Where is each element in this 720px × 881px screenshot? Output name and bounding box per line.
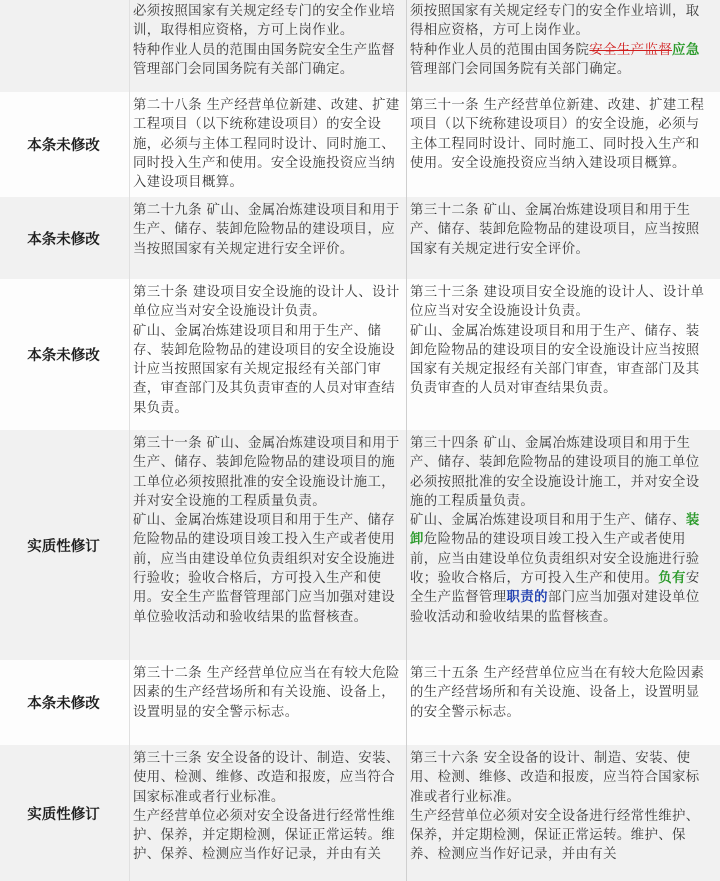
clause-text-segment: 部门应当加强对建设单位验收活动和验收结果的监督核查。 <box>410 590 700 625</box>
revision-mark-add-blue: 职责的 <box>506 589 548 606</box>
row-status-label: 本条未修改 <box>27 231 100 248</box>
new-clause-text <box>410 197 710 279</box>
old-clause-text: 第二十九条 矿山、金属冶炼建设项目和用于生产、储存、装卸危险物品的建设项目，应当按照国家有关规定进行安全评价。 <box>133 203 400 257</box>
clause-text-segment: 第三十二条 矿山、金属冶炼建设项目和用于生产、储存、装卸危险物品的建设项目，应当按照国家有关规定进行安全评价。 <box>410 203 700 257</box>
clause-text-segment: 第三十一条 生产经营单位新建、改建、扩建工程项目（以下统称建设项目）的安全设施，必须与主体工程同时设计、同时施工、同时投入生产和使用。安全设施投资应当纳入建设项目概算。 <box>410 98 705 171</box>
table-row <box>0 0 720 93</box>
table-row <box>0 660 720 746</box>
old-clause-text: 第三十一条 矿山、金属冶炼建设项目和用于生产、储存、装卸危险物品的建设项目的施工单位必须按照批准的安全设施设计施工，并对安全设施的工程质量负责。 矿山、金属冶炼建设项目和用于生产、储存危险物品的建设项目竣工投入生产或者使用前，应当由建设单位负责组织对安全设施进行验收；验收合格后，方可投入生产和使用。安全生产监督管理部门应当加强对建设单位验收活动和验收结果的监督核查。 <box>133 436 400 625</box>
clause-text-segment: 第三十三条 建设项目安全设施的设计人、设计单位应当对安全设施设计负责。 矿山、金属冶炼建设项目和用于生产、储存、装卸危险物品的建设项目的安全设施设计应当按照国家有关规定报经有关部门审查，审查部门及其负责审查的人员对审查结果负责。 <box>410 285 705 397</box>
clause-text-segment: 管理部门会同国务院有关部门确定。 <box>410 61 631 77</box>
old-clause-text: 第三十条 建设项目安全设施的设计人、设计单位应当对安全设施设计负责。 矿山、金属冶炼建设项目和用于生产、储存、装卸危险物品的建设项目的安全设施设计应当按照国家有关规定报经有关部门审查，审查部门及其负责审查的人员对审查结果负责。 <box>133 285 400 416</box>
revision-mark-add-green: 负有 <box>658 570 686 587</box>
revision-mark-add-green: 应急 <box>672 41 700 58</box>
clause-text-segment: 危险物品的建设项目竣工投入生产或者使用前，应当由建设单位负责组织对安全设施进行验收；验收合格后，方可投入生产和使用。 <box>410 532 700 587</box>
new-clause-text <box>410 430 710 660</box>
revision-mark-del: 安全生产监督 <box>589 42 673 58</box>
row-status-label: 实质性修订 <box>27 538 100 555</box>
clause-text-segment: 第三十四条 矿山、金属冶炼建设项目和用于生产、储存、装卸危险物品的建设项目的施工单位必须按照批准的安全设施设计施工，并对安全设施的工程质量负责。 矿山、金属冶炼建设项目和用于生产、储存、 <box>410 436 700 529</box>
old-clause-text: 第三十三条 安全设备的设计、制造、安装、使用、检测、维修、改造和报废，应当符合国家标准或者行业标准。 生产经营单位必须对安全设备进行经常性维护、保养，并定期检测，保证正常运转。维护、保养、检测应当作好记录，并由有关 <box>133 751 400 863</box>
clause-text-segment: 第三十六条 安全设备的设计、制造、安装、使用、检测、维修、改造和报废，应当符合国家标准或者行业标准。 生产经营单位必须对安全设备进行经常性维护、保养，并定期检测，保证正常运转。维护、保养、检测应当作好记录，并由有关 <box>410 751 700 863</box>
old-clause-text: 第三十二条 生产经营单位应当在有较大危险因素的生产经营场所和有关设施、设备上，设置明显的安全警示标志。 <box>133 666 400 720</box>
clause-text-segment: 须按照国家有关规定经专门的安全作业培训，取得相应资格，方可上岗作业。 特种作业人员的范围由国务院 <box>410 4 700 58</box>
table-row <box>0 197 720 280</box>
row-status-label: 本条未修改 <box>27 348 100 364</box>
clause-text-segment: 安全生产监督管理 <box>410 571 700 606</box>
row-status-label <box>0 0 127 92</box>
clause-text-segment: 第三十五条 生产经营单位应当在有较大危险因素的生产经营场所和有关设施、设备上，设置明显的安全警示标志。 <box>410 666 705 720</box>
revision-mark-add-green: 装卸 <box>410 512 700 548</box>
table-row <box>0 430 720 661</box>
table-row <box>0 92 720 198</box>
table-row <box>0 745 720 881</box>
new-clause-text <box>410 0 710 92</box>
row-status-label: 本条未修改 <box>27 138 100 154</box>
new-clause-text <box>410 92 710 197</box>
new-clause-text <box>410 660 710 745</box>
row-status-label: 实质性修订 <box>27 806 100 823</box>
new-clause-text <box>410 279 710 430</box>
old-clause-text: 第二十八条 生产经营单位新建、改建、扩建工程项目（以下统称建设项目）的安全设施，必须与主体工程同时设计、同时施工、同时投入生产和使用。安全设施投资应当纳入建设项目概算。 <box>133 98 400 191</box>
old-clause-text: 必须按照国家有关规定经专门的安全作业培训，取得相应资格，方可上岗作业。 特种作业人员的范围由国务院安全生产监督管理部门会同国务院有关部门确定。 <box>133 4 396 77</box>
row-status-label: 本条未修改 <box>27 696 100 712</box>
new-clause-text <box>410 745 710 881</box>
table-row <box>0 279 720 431</box>
